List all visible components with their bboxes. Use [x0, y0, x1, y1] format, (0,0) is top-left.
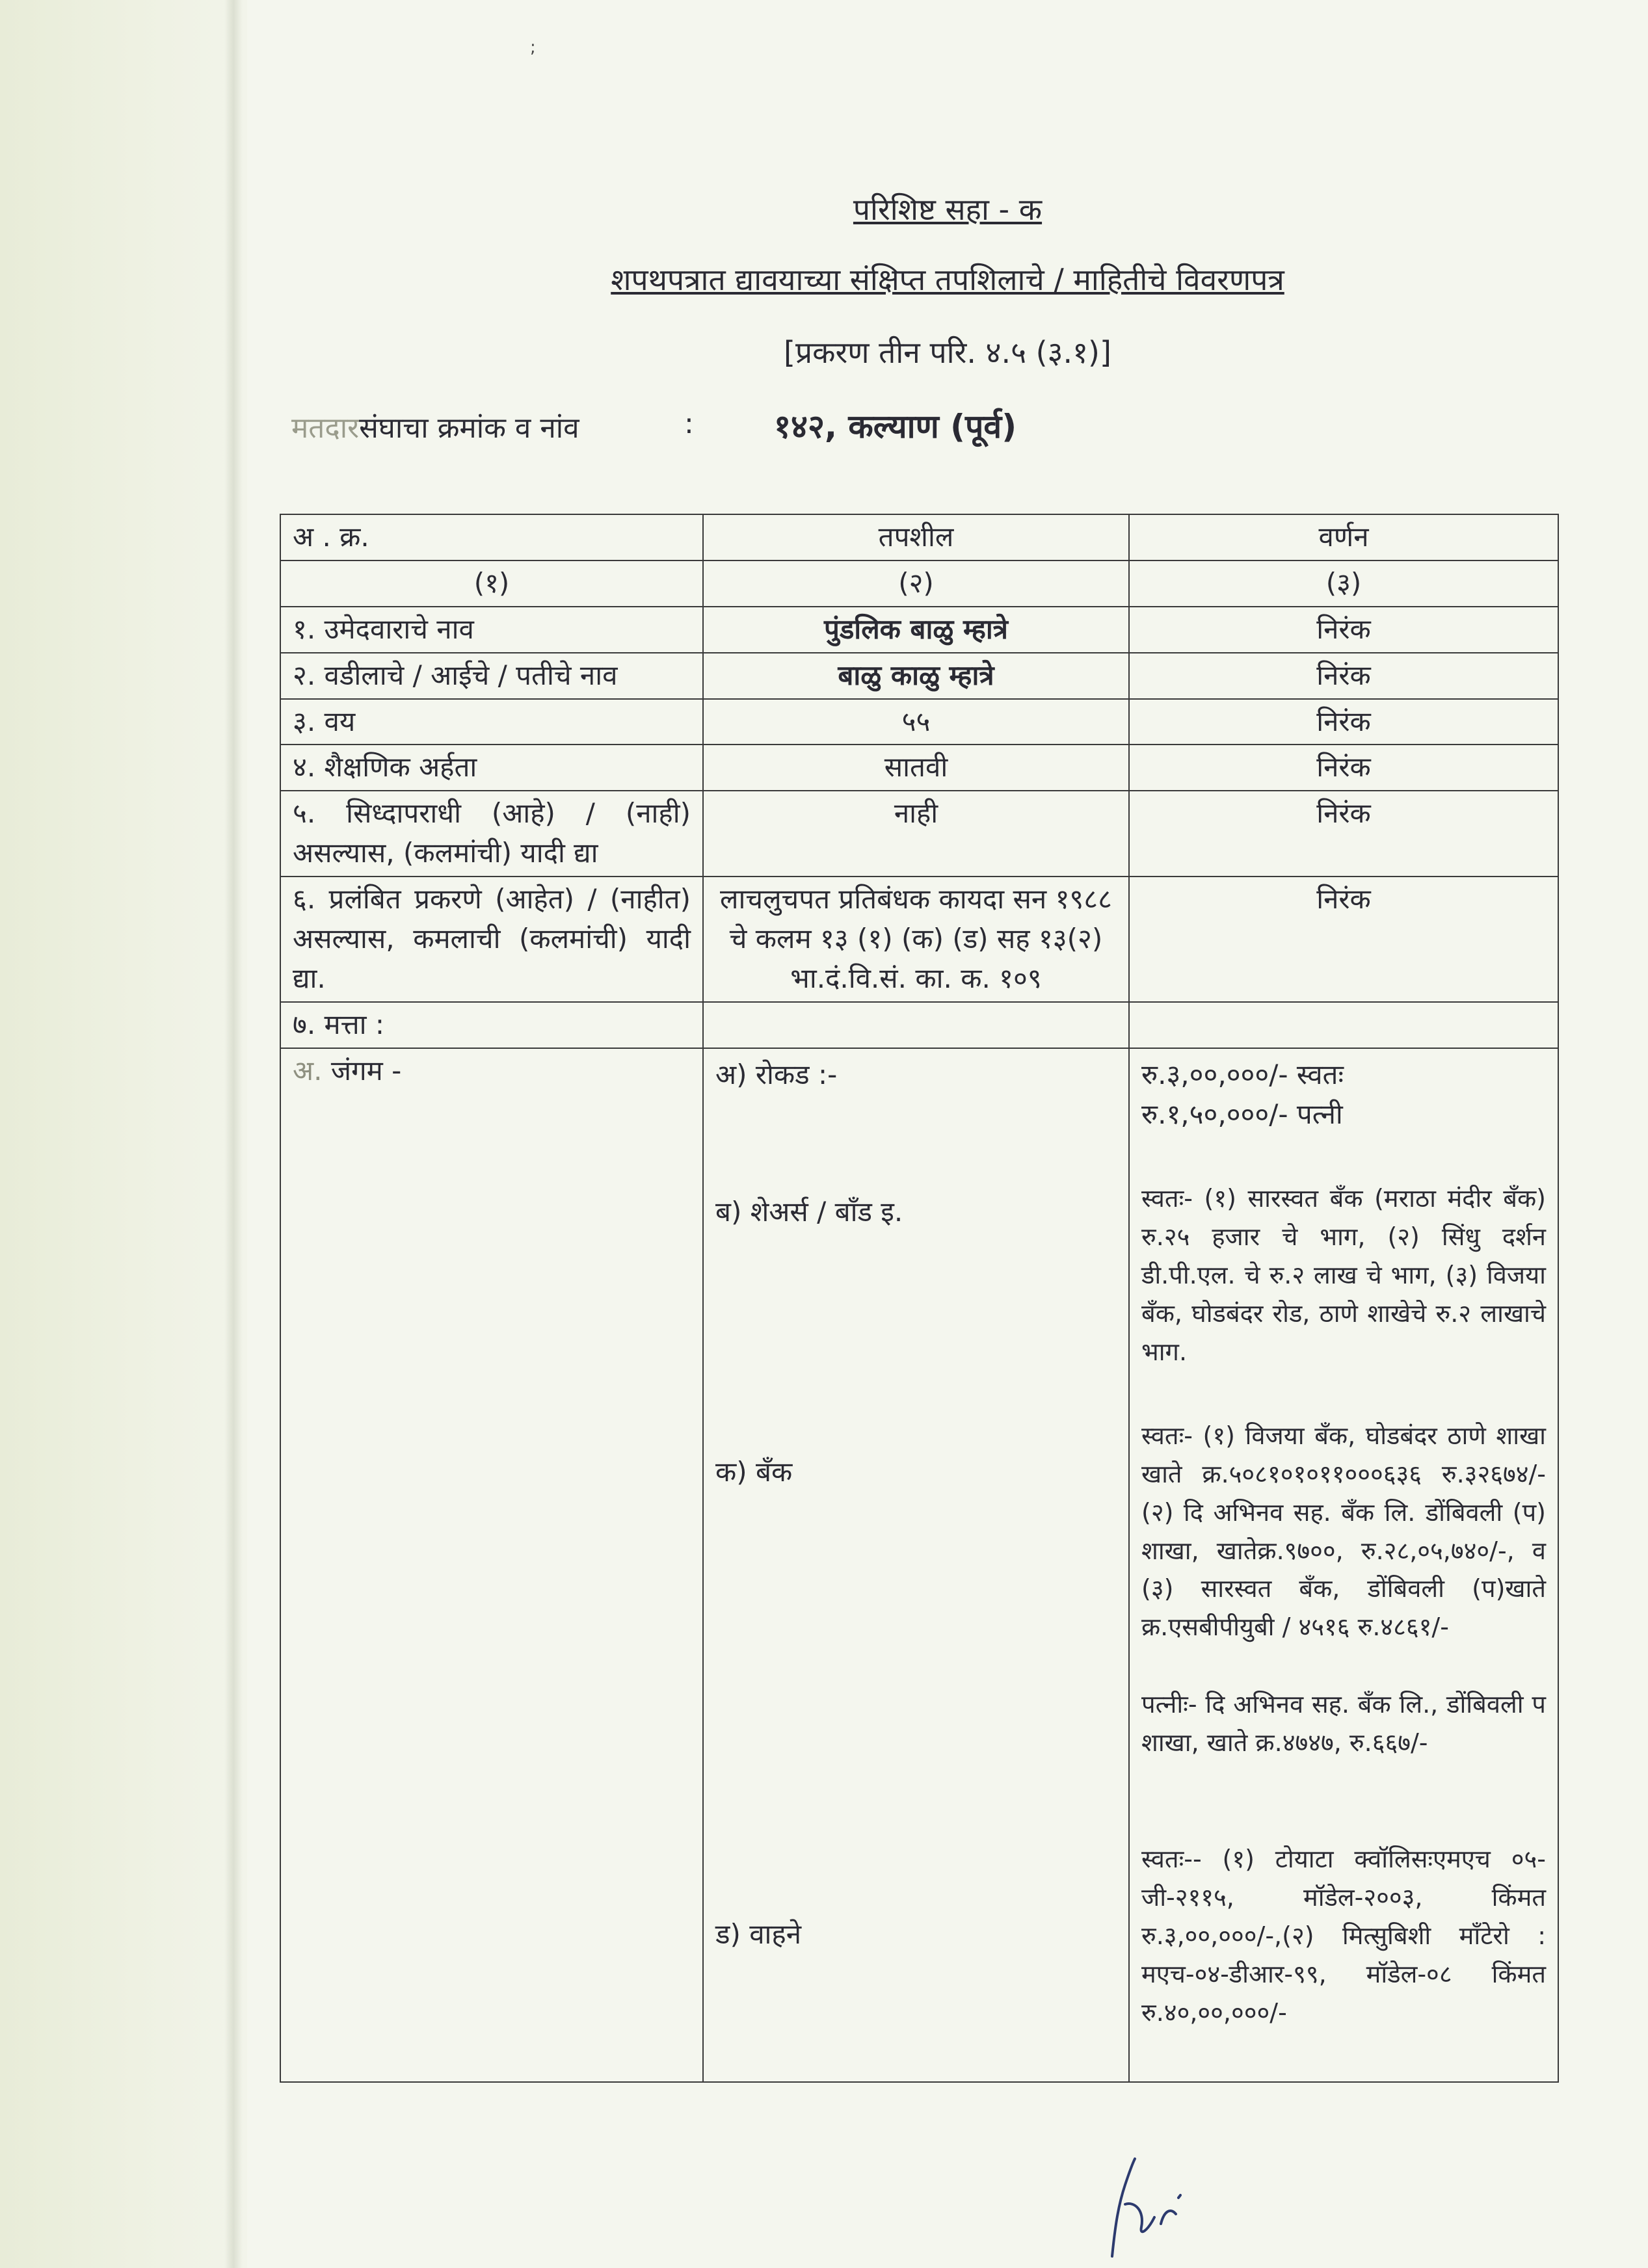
- bank-self-description: स्वतः- (१) विजया बँक, घोडबंदर ठाणे शाखा खाते क्र.५०८१०१०११०००६३६ रु.३२६७४/- (२) दि अभिनव सह. बँक लि. डोंबिवली (प) शाखा, खातेक्र.९७००, रु.२८,०५,७४०/-, व (३) सारस्वत बँक, डोंबिवली (प)खाते क्र.एसबीपीयुबी / ४५१६ रु.४८६१/-: [1141, 1421, 1546, 1642]
- vehicle-label: ड) वाहने: [715, 1918, 802, 1951]
- cash-label: अ) रोकड :-: [715, 1058, 838, 1090]
- movable-assets-row: [280, 1048, 1558, 2082]
- table-row: [280, 791, 1558, 877]
- signature-mark: [1099, 2146, 1190, 2263]
- assets-detail-empty: [703, 1002, 1129, 1048]
- page-mark: ;: [530, 38, 536, 57]
- constituency-value: १४२, कल्याण (पूर्व): [774, 408, 1017, 445]
- movable-detail-cell: [703, 1048, 1129, 2082]
- row-detail: सातवी: [703, 745, 1129, 791]
- row-detail: पुंडलिक बाळु म्हात्रे: [703, 607, 1129, 653]
- constituency-label-faded: मतदार: [291, 412, 360, 445]
- document-title: परिशिष्ट सहा - क: [853, 192, 1043, 227]
- binding-shadow: [0, 0, 247, 2268]
- constituency-label: [291, 407, 579, 446]
- row-label: २. वडीलाचे / आईचे / पतीचे नाव: [280, 653, 703, 699]
- assets-label: ७. मत्ता :: [280, 1002, 703, 1048]
- cash-self: रु.३,००,०००/- स्वतः: [1141, 1058, 1344, 1090]
- col-number-1: (१): [280, 560, 703, 607]
- col-number-3: (३): [1129, 560, 1558, 607]
- row-description: निरंक: [1129, 653, 1558, 699]
- row-description: निरंक: [1129, 877, 1558, 1002]
- table-row: [280, 745, 1558, 791]
- assets-desc-empty: [1129, 1002, 1558, 1048]
- row-description: निरंक: [1129, 745, 1558, 791]
- row-label: १. उमेदवाराचे नाव: [280, 607, 703, 653]
- bank-spouse-description: पत्नीः- दि अभिनव सह. बँक लि., डोंबिवली प शाखा, खाते क्र.४७४७, रु.६६७/-: [1141, 1690, 1546, 1758]
- row-label: ३. वय: [280, 699, 703, 745]
- column-number-row: [280, 560, 1558, 607]
- row-description: निरंक: [1129, 791, 1558, 877]
- row-label: ६. प्रलंबित प्रकरणे (आहेत) / (नाहीत) असल्यास, कमलाची (कलमांची) यादी द्या.: [280, 877, 703, 1002]
- movable-label-number: अ.: [293, 1054, 323, 1087]
- header-detail: तपशील: [703, 514, 1129, 560]
- row-description: निरंक: [1129, 607, 1558, 653]
- cash-spouse: रु.१,५०,०००/- पत्नी: [1141, 1098, 1343, 1130]
- document-subtitle: शपथपत्रात द्यावयाच्या संक्षिप्त तपशिलाचे / माहितीचे विवरणपत्र: [611, 262, 1284, 297]
- table-row: [280, 607, 1558, 653]
- movable-label: जंगम -: [330, 1054, 402, 1087]
- movable-label-cell: [280, 1048, 703, 2082]
- row-detail: ५५: [703, 699, 1129, 745]
- header-sr-no: अ . क्र.: [280, 514, 703, 560]
- table-header-row: [280, 514, 1558, 560]
- col-number-2: (२): [703, 560, 1129, 607]
- constituency-label-text: संघाचा क्रमांक व नांव: [359, 412, 579, 445]
- table-row: [280, 877, 1558, 1002]
- table-row: [280, 699, 1558, 745]
- bank-label: क) बँक: [715, 1456, 793, 1488]
- shares-label: ब) शेअर्स / बाँड इ.: [715, 1195, 903, 1228]
- row-detail: लाचलुचपत प्रतिबंधक कायदा सन १९८८ चे कलम १३ (१) (क) (ड) सह १३(२) भा.दं.वि.सं. का. क. १०९: [703, 877, 1129, 1002]
- row-detail: बाळु काळु म्हात्रे: [703, 653, 1129, 699]
- shares-description: स्वतः- (१) सारस्वत बँक (मराठा मंदीर बँक) रु.२५ हजार चे भाग, (२) सिंधु दर्शन डी.पी.एल. चे रु.२ लाख चे भाग, (३) विजया बँक, घोडबंदर रोड, ठाणे शाखेचे रु.२ लाखाचे भाग.: [1141, 1184, 1546, 1367]
- affidavit-table: [280, 514, 1559, 2083]
- header-description: वर्णन: [1129, 514, 1558, 560]
- binding-fold: [224, 0, 243, 2268]
- row-label: ५. सिध्दापराधी (आहे) / (नाही) असल्यास, (कलमांची) यादी द्या: [280, 791, 703, 877]
- movable-desc-cell: [1129, 1048, 1558, 2082]
- row-label: ४. शैक्षणिक अर्हता: [280, 745, 703, 791]
- assets-row: [280, 1002, 1558, 1048]
- vehicle-description: स्वतः-- (१) टोयाटा क्वॉलिसःएमएच ०५-जी-२११५, मॉडेल-२००३, किंमत रु.३,००,०००/-,(२) मित्सुबिशी मॉंटेरो : मएच-०४-डीआर-९९, मॉडेल-०८ किंमत रु.४०,००,०००/-: [1141, 1845, 1546, 2027]
- table-row: [280, 653, 1558, 699]
- row-detail: नाही: [703, 791, 1129, 877]
- row-description: निरंक: [1129, 699, 1558, 745]
- constituency-colon: :: [684, 407, 694, 440]
- document-reference: [प्रकरण तीन परि. ४.५ (३.१)]: [784, 335, 1111, 370]
